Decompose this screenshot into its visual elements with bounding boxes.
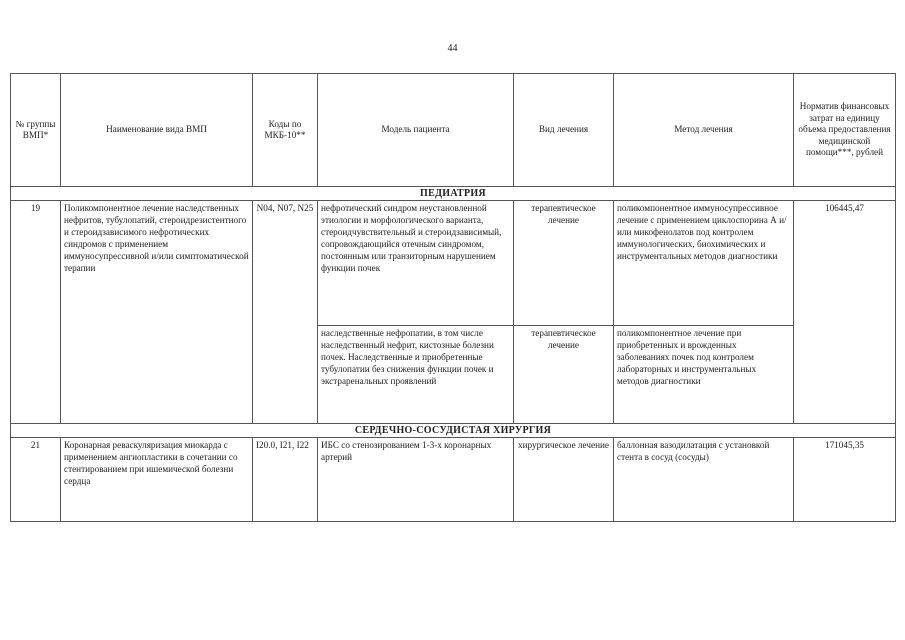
patient-model: наследственные нефропатии, в том числе наследственный нефрит, кистозные болезни почек. Наследственные и приобретенные тубулопатии без снижения функции почек и экстраренальных проявлений	[318, 326, 514, 424]
treatment-type: терапевтическое лечение	[514, 326, 614, 424]
norm-cost: 171045,35	[794, 438, 896, 522]
header-group: № группы ВМП*	[11, 74, 61, 187]
section-title-row	[11, 424, 896, 438]
section-title: СЕРДЕЧНО-СОСУДИСТАЯ ХИРУРГИЯ	[11, 424, 896, 438]
header-treatment-type: Вид лечения	[514, 74, 614, 187]
header-norm: Норматив финансовых затрат на единицу объема предоставления медицинской помощи***, рублей	[794, 74, 896, 187]
header-method: Метод лечения	[614, 74, 794, 187]
section-title-row	[11, 187, 896, 201]
icd-codes: I20.0, I21, I22	[253, 438, 318, 522]
treatment-type: хирургическое лечение	[514, 438, 614, 522]
vmp-name: Коронарная реваскуляризация миокарда с применением ангиопластики в сочетании со стентированием при ишемической болезни сердца	[61, 438, 253, 522]
norm-cost: 106445,47	[794, 201, 896, 424]
group-number: 19	[11, 201, 61, 424]
vmp-name: Поликомпонентное лечение наследственных нефритов, тубулопатий, стероидрезистентного и стероидзависимого нефротических синдромов с применением иммуносупрессивной и/или симптоматической терапии	[61, 201, 253, 424]
patient-model: нефротический синдром неустановленной этиологии и морфологического варианта, стероидчувствительный и стероидзависимый, сопровождающийся отечным синдромом, постоянным или транзиторным нарушением функции почек	[318, 201, 514, 326]
header-name: Наименование вида ВМП	[61, 74, 253, 187]
table-row	[11, 201, 896, 326]
treatment-method: поликомпонентное лечение при приобретенных и врожденных заболеваниях почек под контролем лабораторных и инструментальных методов диагностики	[614, 326, 794, 424]
header-patient-model: Модель пациента	[318, 74, 514, 187]
icd-codes: N04, N07, N25	[253, 201, 318, 424]
header-codes: Коды по МКБ-10**	[253, 74, 318, 187]
vmp-table	[10, 73, 896, 522]
treatment-method: поликомпонентное иммуносупрессивное лечение с применением циклоспорина А и/или микофенолатов под контролем иммунологических, биохимических и инструментальных методов диагностики	[614, 201, 794, 326]
treatment-method: баллонная вазодилатация с установкой стента в сосуд (сосуды)	[614, 438, 794, 522]
table-header-row	[11, 74, 896, 187]
page-number: 44	[447, 43, 458, 54]
table-row	[11, 438, 896, 522]
treatment-type: терапевтическое лечение	[514, 201, 614, 326]
section-title: ПЕДИАТРИЯ	[11, 187, 896, 201]
patient-model: ИБС со стенозированием 1-3-х коронарных артерий	[318, 438, 514, 522]
group-number: 21	[11, 438, 61, 522]
